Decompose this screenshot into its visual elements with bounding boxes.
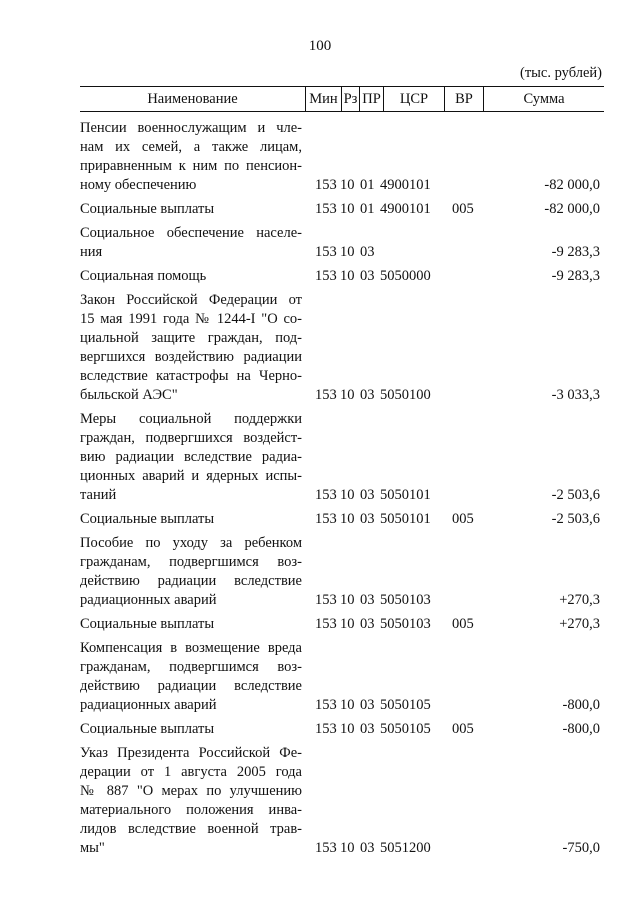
- row-csr: 5050105: [380, 721, 431, 737]
- row-name: [80, 200, 302, 219]
- header-name: Наименование: [80, 87, 306, 111]
- row-pr: 03: [360, 487, 375, 503]
- row-min: 153: [315, 268, 337, 284]
- row-rz: 10: [340, 387, 355, 403]
- row-name-line: радиационных аварий: [80, 697, 217, 713]
- row-name-line: таний: [80, 487, 117, 503]
- row-sum: +270,3: [559, 616, 600, 632]
- row-rz: 10: [340, 592, 355, 608]
- row-name: [80, 720, 302, 739]
- table-row: [80, 224, 604, 262]
- row-name-line: быльской АЭС": [80, 387, 178, 403]
- row-sum: -9 283,3: [551, 268, 600, 284]
- row-name-line: вию радиации вследствие радиа-: [80, 449, 302, 465]
- row-name-line: ния: [80, 244, 103, 260]
- row-sum: -3 033,3: [551, 387, 600, 403]
- row-csr: 4900101: [380, 177, 431, 193]
- row-sum: -2 503,6: [551, 487, 600, 503]
- row-name-line: Социальные выплаты: [80, 511, 215, 527]
- row-name-line: гражданам, подвергшимся воз-: [80, 659, 302, 675]
- table-row: [80, 534, 604, 610]
- row-name: [80, 410, 302, 505]
- row-min: 153: [315, 840, 337, 856]
- row-pr: 03: [360, 697, 375, 713]
- row-vr: 005: [452, 201, 474, 217]
- row-csr: 5050101: [380, 511, 431, 527]
- row-name-line: граждан, подвергшихся воздейст-: [80, 430, 302, 446]
- row-rz: 10: [340, 511, 355, 527]
- row-csr: 5050103: [380, 616, 431, 632]
- row-name-line: нам их семей, а также лицам,: [80, 139, 302, 155]
- row-min: 153: [315, 487, 337, 503]
- row-csr: 5050100: [380, 387, 431, 403]
- row-csr: 5050105: [380, 697, 431, 713]
- header-vr: ВР: [445, 87, 484, 111]
- row-rz: 10: [340, 616, 355, 632]
- row-name-line: Указ Президента Российской Фе-: [80, 745, 302, 761]
- row-pr: 03: [360, 511, 375, 527]
- header-min: Мин: [306, 87, 342, 111]
- row-rz: 10: [340, 244, 355, 260]
- row-name-line: радиационных аварий: [80, 592, 217, 608]
- row-name-line: приравненным к ним по пенсион-: [80, 158, 302, 174]
- row-name-line: Социальная помощь: [80, 268, 207, 284]
- row-sum: -82 000,0: [544, 177, 600, 193]
- row-name-line: Пенсии военнослужащим и чле-: [80, 120, 302, 136]
- units-label: (тыс. рублей): [520, 65, 602, 81]
- row-name: [80, 744, 302, 858]
- row-pr: 03: [360, 592, 375, 608]
- row-name: [80, 510, 302, 529]
- row-name-line: ному обеспечению: [80, 177, 197, 193]
- row-csr: 4900101: [380, 201, 431, 217]
- table-row: [80, 291, 604, 405]
- row-pr: 01: [360, 177, 375, 193]
- table-body: [80, 119, 604, 863]
- row-name-line: вергшихся воздействию радиации: [80, 349, 302, 365]
- row-pr: 03: [360, 616, 375, 632]
- table-row: [80, 267, 604, 286]
- row-min: 153: [315, 201, 337, 217]
- row-name-line: Социальные выплаты: [80, 721, 215, 737]
- row-name: [80, 224, 302, 262]
- header-rz: Рз: [342, 87, 360, 111]
- row-name-line: № 887 "О мерах по улучшению: [80, 783, 302, 799]
- header-sum: Сумма: [523, 91, 565, 107]
- row-rz: 10: [340, 177, 355, 193]
- row-name-line: мы": [80, 840, 105, 856]
- table-row: [80, 410, 604, 505]
- table-row: [80, 720, 604, 739]
- row-csr: 5051200: [380, 840, 431, 856]
- table-row: [80, 615, 604, 634]
- row-pr: 03: [360, 721, 375, 737]
- row-name-line: 15 мая 1991 года № 1244-I "О со-: [80, 311, 302, 327]
- row-min: 153: [315, 721, 337, 737]
- table-row: [80, 639, 604, 715]
- row-pr: 01: [360, 201, 375, 217]
- table-row: [80, 119, 604, 195]
- row-sum: -2 503,6: [551, 511, 600, 527]
- row-pr: 03: [360, 244, 375, 260]
- row-sum: -82 000,0: [544, 201, 600, 217]
- page-number: 100: [308, 38, 332, 54]
- row-min: 153: [315, 177, 337, 193]
- row-name-line: действию радиации вследствие: [80, 573, 302, 589]
- row-name-line: Меры социальной поддержки: [80, 411, 302, 427]
- row-name-line: Социальное обеспечение населе-: [80, 225, 302, 241]
- row-name-line: Закон Российской Федерации от: [80, 292, 302, 308]
- row-name-line: вследствие катастрофы на Черно-: [80, 368, 302, 384]
- row-name: [80, 615, 302, 634]
- row-min: 153: [315, 387, 337, 403]
- row-min: 153: [315, 511, 337, 527]
- row-rz: 10: [340, 201, 355, 217]
- row-vr: 005: [452, 511, 474, 527]
- row-name-line: материального положения инва-: [80, 802, 302, 818]
- row-name-line: ционных аварий и ядерных испы-: [80, 468, 302, 484]
- row-name-line: циальной защите граждан, под-: [80, 330, 302, 346]
- row-rz: 10: [340, 697, 355, 713]
- row-pr: 03: [360, 840, 375, 856]
- row-rz: 10: [340, 268, 355, 284]
- row-vr: 005: [452, 616, 474, 632]
- row-min: 153: [315, 244, 337, 260]
- row-min: 153: [315, 616, 337, 632]
- row-pr: 03: [360, 387, 375, 403]
- table-header: [80, 86, 604, 112]
- row-sum: -750,0: [562, 840, 600, 856]
- row-rz: 10: [340, 487, 355, 503]
- row-vr: 005: [452, 721, 474, 737]
- row-sum: +270,3: [559, 592, 600, 608]
- row-pr: 03: [360, 268, 375, 284]
- table-row: [80, 510, 604, 529]
- row-sum: -9 283,3: [551, 244, 600, 260]
- row-name: [80, 291, 302, 405]
- row-name: [80, 267, 302, 286]
- row-name: [80, 119, 302, 195]
- table-row: [80, 744, 604, 858]
- row-rz: 10: [340, 840, 355, 856]
- row-rz: 10: [340, 721, 355, 737]
- row-min: 153: [315, 697, 337, 713]
- row-name: [80, 534, 302, 610]
- row-csr: 5050000: [380, 268, 431, 284]
- row-min: 153: [315, 592, 337, 608]
- row-name-line: гражданам, подвергшимся воз-: [80, 554, 302, 570]
- table-row: [80, 200, 604, 219]
- row-csr: 5050103: [380, 592, 431, 608]
- header-csr: ЦСР: [384, 87, 445, 111]
- row-sum: -800,0: [562, 721, 600, 737]
- row-name-line: Пособие по уходу за ребенком: [80, 535, 302, 551]
- row-sum: -800,0: [562, 697, 600, 713]
- row-name-line: Компенсация в возмещение вреда: [80, 640, 302, 656]
- row-name: [80, 639, 302, 715]
- row-name-line: Социальные выплаты: [80, 201, 215, 217]
- row-name-line: лидов вследствие военной трав-: [80, 821, 302, 837]
- row-name-line: Социальные выплаты: [80, 616, 215, 632]
- row-name-line: действию радиации вследствие: [80, 678, 302, 694]
- header-pr: ПР: [360, 87, 384, 111]
- row-name-line: дерации от 1 августа 2005 года: [80, 764, 302, 780]
- row-csr: 5050101: [380, 487, 431, 503]
